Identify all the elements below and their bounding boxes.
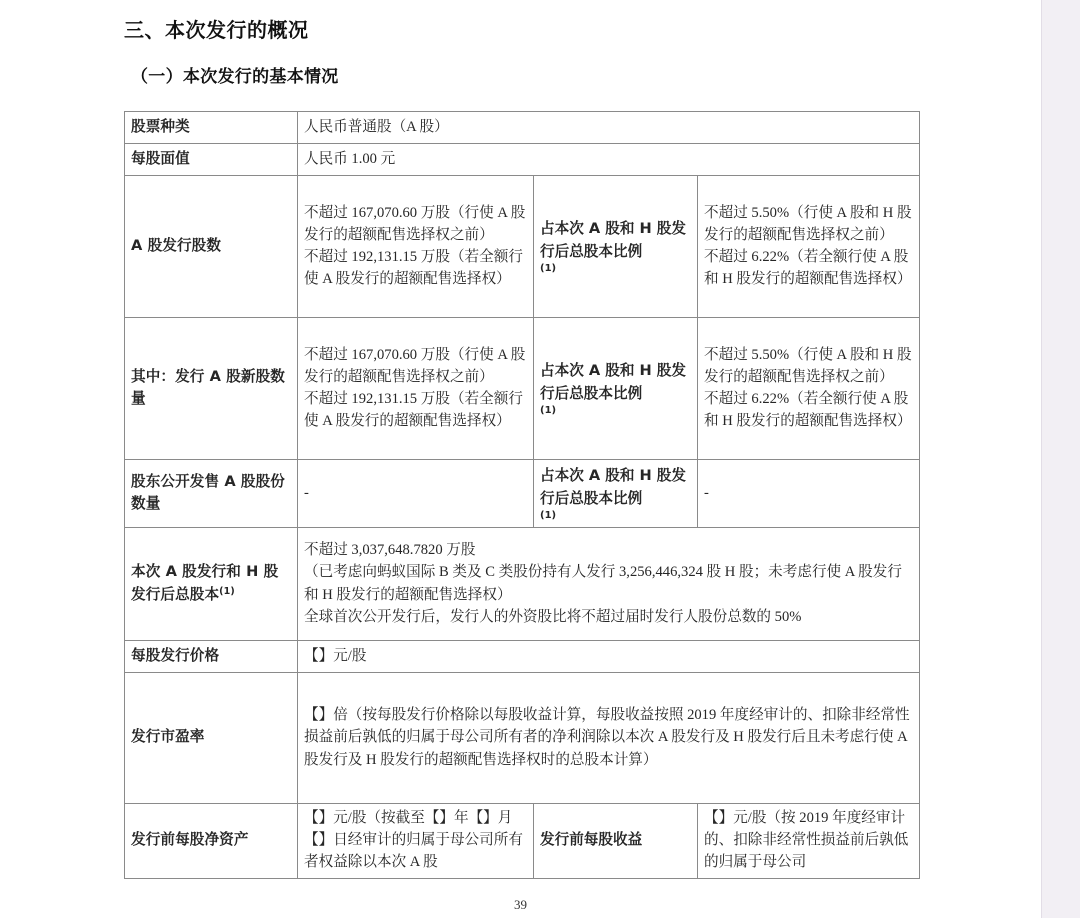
row-midlabel-eps-before: 发行前每股收益	[534, 804, 698, 879]
table-row	[125, 112, 920, 144]
total-capital-line-2: （已考虑向蚂蚁国际 B 类及 C 类股份持有人发行 3,256,446,324 股 H 股；未考虑行使 A 股发行和 H 股发行的超额配售选择权）	[304, 564, 902, 603]
page-right-gutter	[1041, 0, 1080, 918]
row-label-par-value: 每股面值	[125, 144, 298, 176]
row-label-new-a-shares: 其中：发行 A 股新股数量	[125, 318, 298, 460]
a-share-ratio-line-2: 不超过 6.22%（若全额行使 A 股和 H 股发行的超额配售选择权）	[704, 249, 912, 288]
midlabel-footnote-marker: (1)	[540, 404, 557, 416]
page-title: 三、本次发行的概况	[124, 18, 309, 42]
a-share-count-line-2: 不超过 192,131.15 万股（若全额行使 A 股发行的超额配售选择权）	[304, 249, 523, 288]
row-value-stock-type: 人民币普通股（A 股）	[298, 112, 920, 144]
row-value-a-share-count	[298, 176, 534, 318]
midlabel-footnote-marker: (1)	[540, 509, 557, 521]
midlabel-text: 占本次 A 股和 H 股发行后总股本比例	[540, 362, 686, 402]
row-right-a-share-ratio	[698, 176, 920, 318]
row-midlabel-a-share-ratio	[534, 176, 698, 318]
row-label-issue-price: 每股发行价格	[125, 641, 298, 673]
row-right-new-a-shares-ratio	[698, 318, 920, 460]
row-value-issue-price: 【】元/股	[298, 641, 920, 673]
new-a-shares-line-2: 不超过 192,131.15 万股（若全额行使 A 股发行的超额配售选择权）	[304, 391, 523, 430]
row-value-par-value: 人民币 1.00 元	[298, 144, 920, 176]
row-value-shareholder-offer: -	[298, 460, 534, 528]
row-label-shareholder-offer: 股东公开发售 A 股股份数量	[125, 460, 298, 528]
a-share-count-line-1: 不超过 167,070.60 万股（行使 A 股发行的超额配售选择权之前）	[304, 204, 526, 243]
table-row	[125, 804, 920, 879]
section-subtitle: （一）本次发行的基本情况	[131, 67, 339, 87]
table-row	[125, 673, 920, 804]
page-number: 39	[514, 897, 527, 912]
gutter-edge-line	[1041, 0, 1042, 918]
row-label-pe-ratio: 发行市盈率	[125, 673, 298, 804]
table-row	[125, 176, 920, 318]
new-a-shares-ratio-line-2: 不超过 6.22%（若全额行使 A 股和 H 股发行的超额配售选择权）	[704, 391, 912, 430]
issuance-overview-table	[124, 111, 920, 879]
row-value-new-a-shares	[298, 318, 534, 460]
table-row	[125, 318, 920, 460]
row-value-nav-per-share: 【】元/股（按截至【】年【】月【】日经审计的归属于母公司所有者权益除以本次 A 股	[298, 804, 534, 879]
new-a-shares-ratio-line-1: 不超过 5.50%（行使 A 股和 H 股发行的超额配售选择权之前）	[704, 346, 912, 385]
total-capital-line-1: 不超过 3,037,648.7820 万股	[304, 542, 476, 559]
row-label-nav-per-share: 发行前每股净资产	[125, 804, 298, 879]
row-label-stock-type: 股票种类	[125, 112, 298, 144]
label-text: 本次 A 股发行和 H 股发行后总股本	[131, 563, 279, 603]
table-row	[125, 144, 920, 176]
row-midlabel-shareholder-offer-ratio	[534, 460, 698, 528]
table-row	[125, 528, 920, 641]
row-label-a-share-count: A 股发行股数	[125, 176, 298, 318]
midlabel-text: 占本次 A 股和 H 股发行后总股本比例	[540, 220, 686, 260]
new-a-shares-line-1: 不超过 167,070.60 万股（行使 A 股发行的超额配售选择权之前）	[304, 346, 526, 385]
total-capital-line-3: 全球首次公开发行后，发行人的外资股比将不超过届时发行人股份总数的 50%	[304, 608, 802, 625]
a-share-ratio-line-1: 不超过 5.50%（行使 A 股和 H 股发行的超额配售选择权之前）	[704, 204, 912, 243]
midlabel-text: 占本次 A 股和 H 股发行后总股本比例	[540, 467, 686, 507]
row-midlabel-new-a-shares-ratio	[534, 318, 698, 460]
label-footnote-marker: (1)	[219, 586, 235, 598]
table-row	[125, 641, 920, 673]
table-row	[125, 460, 920, 528]
row-value-pe-ratio: 【】倍（按每股发行价格除以每股收益计算，每股收益按照 2019 年度经审计的、扣除非经常性损益前后孰低的归属于母公司所有者的净利润除以本次 A 股发行及 H 股发行后且未考虑行使 A 股发行及 H 股发行的超额配售选择权时的总股本计算）	[298, 673, 920, 804]
row-right-shareholder-offer-ratio: -	[698, 460, 920, 528]
row-right-eps-before: 【】元/股（按 2019 年度经审计的、扣除非经常性损益前后孰低的归属于母公司	[698, 804, 920, 879]
row-label-total-capital	[125, 528, 298, 641]
midlabel-footnote-marker: (1)	[540, 262, 557, 274]
row-value-total-capital	[298, 528, 920, 641]
